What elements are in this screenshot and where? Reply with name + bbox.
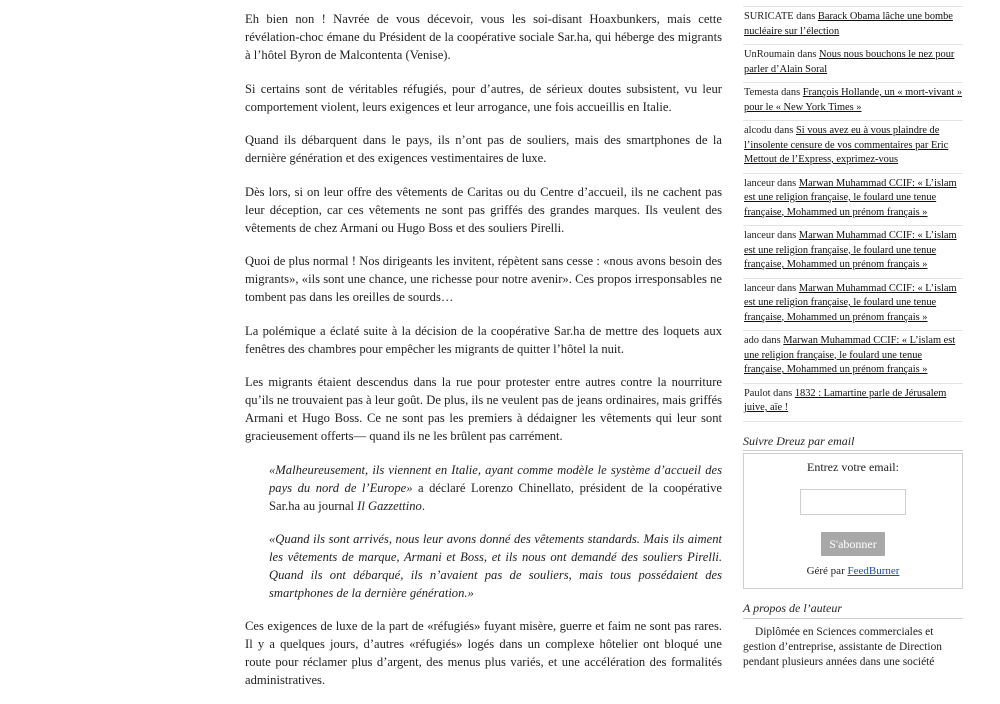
recent-comments	[743, 0, 963, 422]
comment-item: lanceur dans Marwan Muhammad CCIF: « L’islam est une religion française, le foulard une tenue française, Mohammed un prénom français »	[743, 174, 963, 227]
article-paragraph: La polémique a éclaté suite à la décision de la coopérative Sar.ha de mettre des loquets aux fenêtres des chambres pour empêcher les migrants de quitter l’hôtel la nuit.	[245, 323, 722, 356]
comment-post-link[interactable]: Barack Obama lâche une bombe nucléaire sur l’élection	[744, 11, 953, 37]
comment-author: Paulot	[744, 387, 771, 399]
comment-item: SURICATE dans Barack Obama lâche une bombe nucléaire sur l’élection	[743, 7, 963, 45]
article-paragraph: Si certains sont de véritables réfugiés, pour d’autres, de sérieux doutes subsistent, vu leur comportement violent, leurs exigences et leur arrogance, une fois accueillis en Italie.	[245, 81, 722, 114]
comment-post-link[interactable]: Marwan Muhammad CCIF: « L’islam est une religion française, le foulard une tenue française, Mohammed un prénom français »	[744, 177, 957, 218]
email-label: Entrez votre email:	[807, 460, 899, 474]
article-paragraph: Quand ils débarquent dans le pays, ils n’ont pas de souliers, mais des smartphones de la dernière génération et des exigences vestimentaires de luxe.	[245, 133, 722, 165]
quote-chinellato	[269, 461, 722, 515]
comment-author: SURICATE	[744, 11, 794, 22]
comment-author: UnRoumain	[744, 49, 795, 60]
comment-item: UnRoumain dans Nous nous bouchons le nez pour parler d’Alain Soral	[743, 45, 963, 83]
subscribe-button[interactable]: S'abonner	[821, 532, 884, 557]
about-author-title: A propos de l’auteur	[743, 601, 963, 619]
comment-item: Temesta dans François Hollande, un « mort-vivant » pour le « New York Times »	[743, 83, 963, 121]
comment-item: ado dans Marwan Muhammad CCIF: « L’islam est une religion française, le foulard une tenue française, Mohammed un prénom français »	[743, 331, 963, 384]
comment-author: lanceur	[744, 177, 775, 189]
about-author-text: Diplômée en Sciences commerciales et gestion d’entreprise, assistante de Direction pendant plusieurs années dans une société	[743, 625, 942, 668]
feedburner-link[interactable]: FeedBurner	[847, 565, 900, 577]
quote-clothes: «Quand ils sont arrivés, nous leur avons donné des vêtements standards. Mais ils aiment les vêtements de marque, Armani et Boss, et ils nous ont demandé des souliers Pirelli. Quand ils ont débarqué, ils n’avaient pas de souliers, mais tous possédaient des smartphones de la dernière génération.»	[269, 531, 722, 600]
comment-post-link[interactable]: Marwan Muhammad CCIF: « L’islam est une religion française, le foulard une tenue française, Mohammed un prénom français »	[744, 230, 957, 270]
feedburner-credit: Géré par FeedBurner	[806, 565, 900, 577]
article-paragraph: Dès lors, si on leur offre des vêtements de Caritas ou du Centre d’accueil, ils ne cachent pas leur déception, car ces vêtements ne sont pas griffés des grandes marques. Ils veulent des vêtements de chez Armani ou Hugo Boss et des souliers Pirelli.	[245, 184, 722, 235]
comment-author: Temesta	[744, 87, 779, 98]
article-paragraph: Les migrants étaient descendus dans la rue pour protester entre autres contre la nourriture qu’ils ne trouvaient pas à leur goût. De plus, ils ne veulent pas de jeans ordinaires, mais griffés Armani et Hugo Boss. Ce ne sont pas les premiers à dédaigner les vêtements qui leur sont gracieusement offerts— quand ils ne les brûlent pas carrément.	[245, 375, 722, 443]
comment-item: alcodu dans Si vous avez eu à vous plaindre de l’insolente censure de vos commentaires par Eric Mettout de l’Express, exprimez-vous	[743, 121, 963, 174]
article-body	[245, 0, 722, 704]
sidebar	[743, 0, 963, 670]
comment-item-cut	[743, 0, 963, 7]
comment-author: lanceur	[744, 230, 775, 241]
quote-end: .	[421, 498, 426, 513]
comment-author: alcodu	[744, 125, 772, 136]
article-paragraph: Ces exigences de luxe de la part de «réfugiés» fuyant misère, guerre et faim ne sont pas rares. Il y a quelques jours, d’autres «réfugiés» logés dans un complexe hôtelier ont bloqué une route pour réclamer plus d’argent, des menus plus variés, et une accélération des formalités administratives.	[245, 618, 722, 687]
article-paragraph: Quoi de plus normal ! Nos dirigeants les invitent, répètent sans cesse : «nous avons besoin des migrants», «ils sont une chance, une richesse pour notre avenir». Ces propos irresponsables ne tombent pas dans les oreilles de sourds…	[245, 254, 722, 304]
comment-post-link[interactable]: François Hollande, un « mort-vivant » pour le « New York Times »	[744, 87, 963, 113]
comment-item: lanceur dans Marwan Muhammad CCIF: « L’islam est une religion française, le foulard une tenue française, Mohammed un prénom français »	[743, 226, 963, 279]
quote-attribution: a déclaré Lorenzo Chinellato, président de la coopérative Sar.ha au journal	[269, 480, 722, 513]
comment-item: lanceur dans Marwan Muhammad CCIF: « L’islam est une religion française, le foulard une tenue française, Mohammed un prénom français »	[743, 279, 963, 332]
journal-name: Il Gazzettino	[357, 498, 422, 513]
email-subscribe-form	[743, 453, 963, 589]
comment-author: lanceur	[744, 282, 775, 294]
comment-post-link[interactable]: Si vous avez eu à vous plaindre de l’insolente censure de vos commentaires par Eric Mettout de l’Express, exprimez-vous	[744, 125, 949, 165]
follow-widget-title: Suivre Dreuz par email	[743, 434, 963, 452]
quote-text: «Malheureusement, ils viennent en Italie, ayant comme modèle le système d’accueil des pays du nord de l’Europe»	[269, 462, 722, 495]
comment-post-link[interactable]: Nous nous bouchons le nez pour parler d’Alain Soral	[744, 49, 955, 75]
email-input[interactable]	[800, 489, 906, 515]
comment-item: Paulot dans 1832 : Lamartine parle de Jérusalem juive, aïe !	[743, 384, 963, 422]
comment-post-link[interactable]: Marwan Muhammad CCIF: « L’islam est une religion française, le foulard une tenue française, Mohammed un prénom français »	[744, 282, 957, 323]
comment-post-link[interactable]: 1832 : Lamartine parle de Jérusalem juive, aïe !	[744, 387, 947, 413]
comment-author: ado	[744, 335, 760, 346]
comment-post-link[interactable]: Marwan Muhammad CCIF: « L’islam est une religion française, le foulard une tenue française, Mohammed un prénom français »	[744, 335, 956, 375]
article-paragraph: Eh bien non ! Navrée de vous décevoir, vous les soi-disant Hoaxbunkers, mais cette révélation-choc émane du Président de la coopérative sociale Sar.ha, qui héberge des migrants à l’hôtel Byron de Malcontenta (Venise).	[245, 12, 722, 62]
